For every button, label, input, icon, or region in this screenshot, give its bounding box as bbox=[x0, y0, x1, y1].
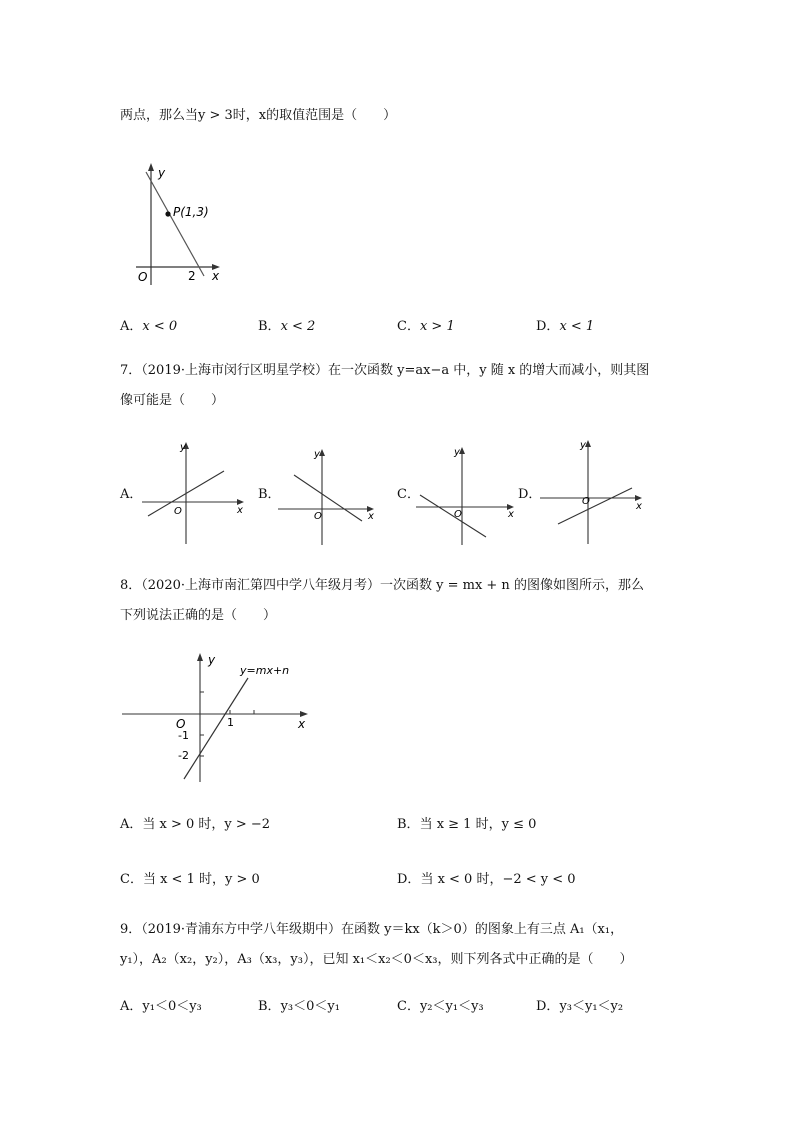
svg-text:y: y bbox=[454, 447, 460, 458]
q7-graph-d bbox=[538, 436, 650, 546]
svg-text:x: x bbox=[237, 505, 243, 516]
q7-stem-line2: 像可能是（ ） bbox=[120, 393, 225, 408]
q7-graph-a bbox=[138, 440, 250, 546]
q6-option-b: B．x < 2 bbox=[258, 319, 316, 334]
q8-fig-x: x bbox=[298, 717, 306, 731]
q7-graph-a-label: A． bbox=[120, 487, 143, 502]
q7-graph-d-label: D． bbox=[518, 487, 542, 502]
q8-stem-line1: 8．（2020·上海市南汇第四中学八年级月考）一次函数 y = mx + n 的图像如图所示，那么 bbox=[120, 578, 644, 593]
q9-option-d: D．y₃＜y₁＜y₂ bbox=[536, 999, 624, 1014]
q8-fig-eq: y=mx+n bbox=[240, 664, 290, 677]
svg-text:y: y bbox=[580, 440, 586, 451]
q6-fig-x: x bbox=[212, 269, 220, 283]
svg-text:y: y bbox=[180, 442, 186, 453]
q8-fig-m1: -1 bbox=[178, 729, 189, 742]
q9-option-b: B．y₃＜0＜y₁ bbox=[258, 999, 340, 1014]
svg-text:x: x bbox=[636, 501, 642, 512]
q6-option-d: D．x < 1 bbox=[536, 319, 595, 334]
q6-option-c: C．x > 1 bbox=[397, 319, 455, 334]
q6-fig-origin: O bbox=[138, 270, 148, 284]
q6-fig-point: P(1,3) bbox=[173, 205, 209, 219]
q7-graph-b bbox=[276, 445, 380, 547]
q9-stem-line2: y₁），A₂（x₂，y₂），A₃（x₃，y₃），已知 x₁＜x₂＜0＜x₃，则下列各式中正确的是（ ） bbox=[120, 952, 633, 967]
svg-text:O: O bbox=[582, 496, 590, 507]
q6-fig-y: y bbox=[158, 166, 166, 180]
q8-option-d: D．当 x < 0 时，−2 < y < 0 bbox=[397, 872, 576, 887]
q9-option-a: A．y₁＜0＜y₃ bbox=[120, 999, 202, 1014]
svg-text:O: O bbox=[314, 511, 322, 522]
q9-option-c: C．y₂＜y₁＜y₃ bbox=[397, 999, 484, 1014]
svg-text:x: x bbox=[368, 511, 374, 522]
q6-figure bbox=[118, 160, 228, 288]
q9-stem-line1: 9．（2019·青浦东方中学八年级期中）在函数 y＝kx（k＞0）的图象上有三点 A₁（x₁， bbox=[120, 922, 624, 937]
q8-option-a: A．当 x > 0 时，y > −2 bbox=[120, 817, 271, 832]
svg-text:O: O bbox=[454, 509, 462, 520]
q8-option-c: C．当 x < 1 时，y > 0 bbox=[120, 872, 260, 887]
q7-graph-b-label: B． bbox=[258, 487, 281, 502]
q8-option-b: B．当 x ≥ 1 时，y ≤ 0 bbox=[397, 817, 537, 832]
q7-graph-c bbox=[412, 443, 520, 547]
svg-text:x: x bbox=[508, 509, 514, 520]
q7-stem-line1: 7．（2019·上海市闵行区明星学校）在一次函数 y=ax−a 中，y 随 x 的增大而减小，则其图 bbox=[120, 363, 650, 378]
q8-fig-origin: O bbox=[176, 717, 186, 731]
q8-stem-line2: 下列说法正确的是（ ） bbox=[120, 608, 277, 623]
q8-fig-y: y bbox=[208, 653, 216, 667]
q6-fig-two: 2 bbox=[188, 269, 196, 283]
q8-fig-one: 1 bbox=[227, 716, 234, 729]
q8-fig-m2: -2 bbox=[178, 749, 189, 762]
q8-figure bbox=[118, 648, 318, 784]
svg-text:O: O bbox=[174, 506, 182, 517]
svg-text:y: y bbox=[314, 449, 320, 460]
q6-stem-tail: 两点，那么当y > 3时，x的取值范围是（ ） bbox=[120, 108, 397, 123]
q6-option-a: A．x < 0 bbox=[120, 319, 178, 334]
q7-graph-c-label: C． bbox=[397, 487, 420, 502]
